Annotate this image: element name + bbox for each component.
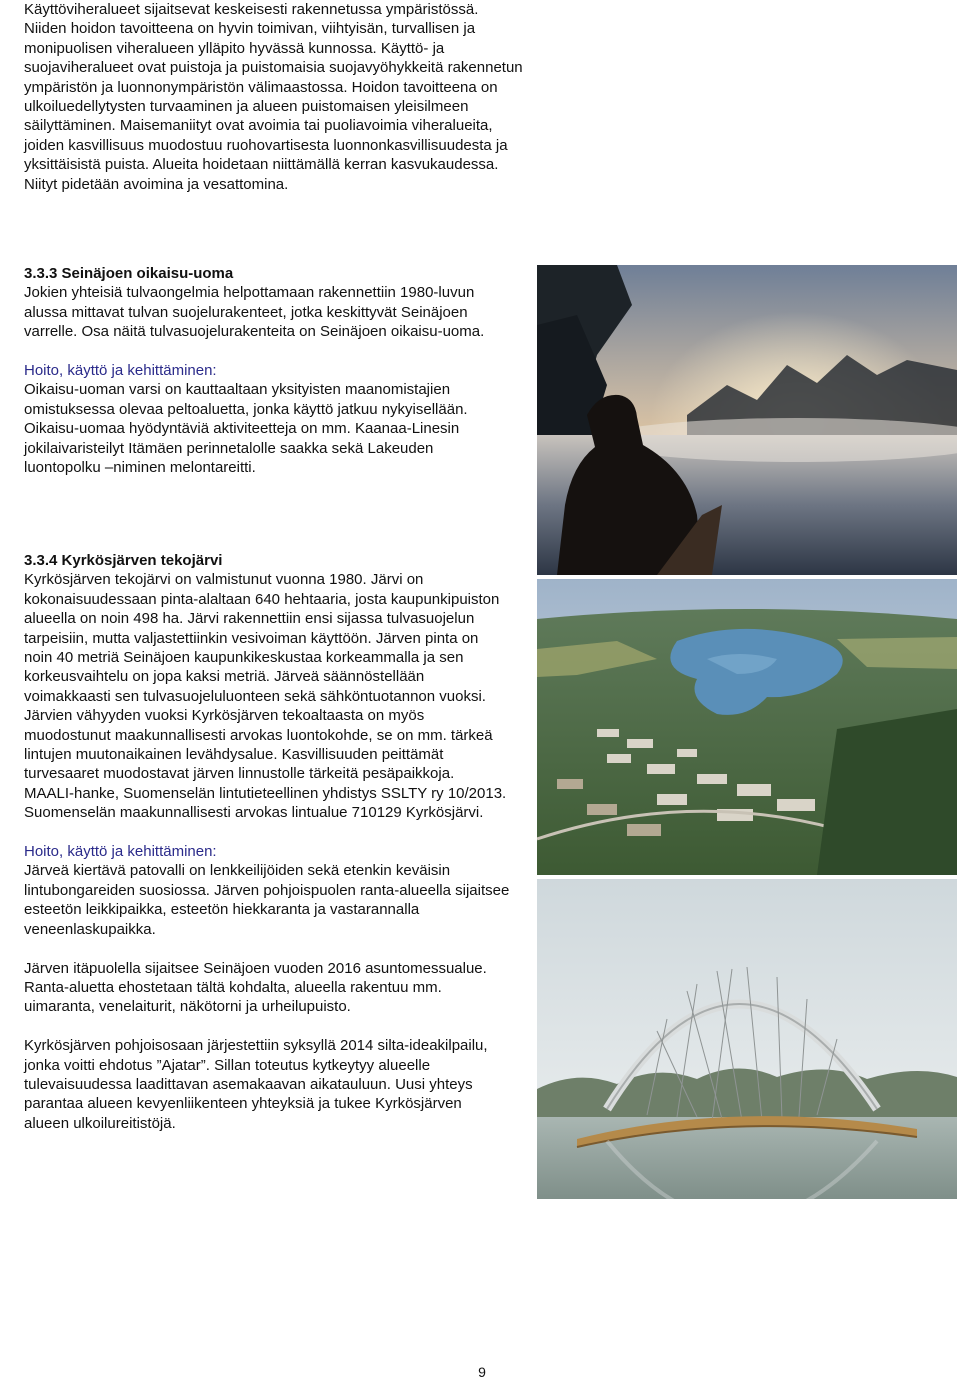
section-334-paragraph-1: Kyrkösjärven tekojärvi on valmistunut vuonna 1980. Järvi on kokonaisuudessaan pinta-alaltaan 640 hehtaaria, josta kaupunkipuiston alueella on noin 498 ha. Järvi rakennettiin ensi sijassa tulvasuojelun tarpeisiin, mutta valjastettiinkin vesivoiman käyttöön. Järven pinta on noin 40 metriä Seinäjoen kaupunkikeskustaa korkeammalla ja sen korkeusvaihtelu on jopa kaksi metriä. Järveä säännöstellään voimakkaasti sen tulvasuojeluluonteen sekä sähköntuotannon vuoksi. Järvien vähyyden vuoksi Kyrkösjärven tekoaltaasta on myös muodostunut maakunnallisesti arvokas luontokohde, se on mm. tärkeä lintujen muutonaikainen levähdysalue. Kasvillisuuden peittämät turvesaaret muodostavat järven linnustolle tärkeitä pesäpaikkoja. [24, 571, 500, 783]
section-334-paragraph-2: MAALI-hanke, Suomenselän lintutieteellinen yhdistys SSLTY ry 10/2013. Suomenselän maakunnallisesti arvokas lintualue 710129 Kyrkösjärvi. [24, 784, 507, 822]
section-334-subheading: Hoito, käyttö ja kehittäminen: [24, 843, 217, 861]
arch-bridge-photo [537, 879, 957, 1199]
aerial-lake-photo [537, 579, 957, 875]
section-334-heading: 3.3.4 Kyrkösjärven tekojärvi [24, 552, 223, 569]
section-334-paragraph-3: Järveä kiertävä patovalli on lenkkeilijöiden sekä etenkin keväisin lintubongareiden suosiossa. Järven pohjoispuolen ranta-alueella sijaitsee esteetön leikkipaikka, esteetön hiekkaranta ja vastarannalla veneenlaskupaikka. [24, 862, 510, 938]
intro-text [24, 0, 524, 194]
section-334-paragraph-4: Järven itäpuolella sijaitsee Seinäjoen vuoden 2016 asuntomessualue. Ranta-aluetta ehostetaan tältä kohdalta, alueella rakentuu mm. uimaranta, venelaiturit, näkötorni ja urheilupuisto. [24, 959, 487, 1016]
section-333-paragraph-1: Jokien yhteisiä tulvaongelmia helpottamaan rakennettiin 1980-luvun alussa mittavat tulvan suojelurakenteet, jotka keskittyvät Seinäjoen varrelle. Osa näitä tulvasuojelurakenteita on Seinäjoen oikaisu-uoma. [24, 284, 485, 341]
section-333-subheading: Hoito, käyttö ja kehittäminen: [24, 362, 217, 380]
page-number: 9 [478, 1364, 486, 1380]
river-canoe-photo [537, 265, 957, 575]
section-333 [24, 264, 504, 477]
section-333-paragraph-3: Oikaisu-uomaa hyödyntäviä aktiviteetteja on mm. Kaanaa-Linesin jokilaivaristeilyt Itämäen perinnetalolle saakka sekä Lakeuden luontopolku –niminen melontareitti. [24, 420, 460, 477]
section-334-paragraph-5: Kyrkösjärven pohjoisosaan järjestettiin syksyllä 2014 silta-ideakilpailu, jonka voitti ehdotus ”Ajatar”. Sillan toteutus kytkeytyy alueelle tulevaisuudessa laadittavan asemakaavan aikatauluun. Uusi yhteys parantaa alueen kevyenliikenteen yhteyksiä ja tukee Kyrkösjärven alueen ulkoilureitistöjä. [24, 1037, 488, 1132]
intro-paragraph: Käyttöviheralueet sijaitsevat keskeisesti rakennetussa ympäristössä. Niiden hoidon tavoitteena on hyvin toimivan, viihtyisän, turvallisen ja monipuolisen viheralueen ylläpito hyvässä kunnossa. Käyttö- ja suojaviheralueet ovat puistoja ja puistomaisia suojavyöhykkeitä rakennetun ympäristön ja luonnonympäristön välimaastossa. Hoidon tavoitteena on ulkoiluedellytysten turvaaminen ja alueen puistomaisen yleisilmeen säilyttäminen. Maisemaniityt ovat avoimia tai puoliavoimia viheralueita, joiden kasvillisuus muodostuu ruohovartisesta luonnonkasvillisuudesta ja yksittäisistä puista. Alueita hoidetaan niittämällä kerran kasvukaudessa. Niityt pidetään avoimina ja vesattomina. [24, 1, 523, 193]
section-334 [24, 551, 510, 1133]
section-333-heading: 3.3.3 Seinäjoen oikaisu-uoma [24, 265, 234, 282]
section-333-paragraph-2: Oikaisu-uoman varsi on kauttaaltaan yksityisten maanomistajien omistuksessa olevaa peltoaluetta, jonka käyttö jatkuu nykyisellään. [24, 381, 468, 418]
